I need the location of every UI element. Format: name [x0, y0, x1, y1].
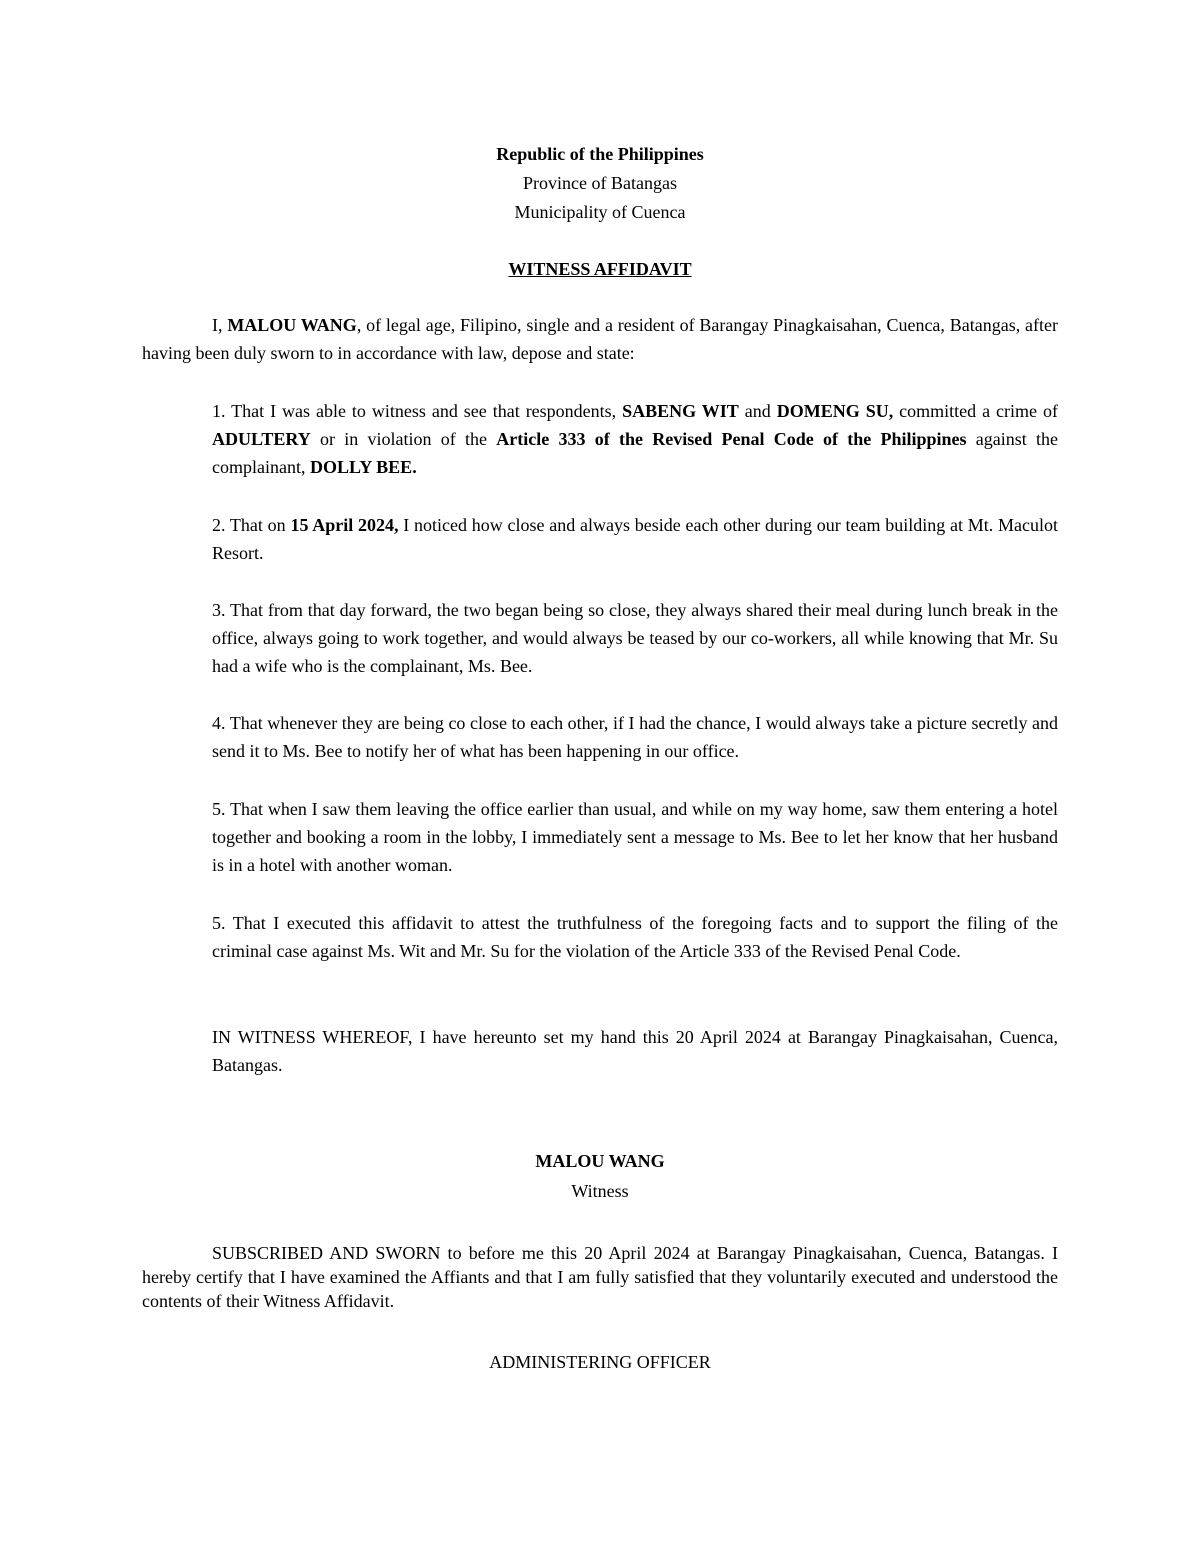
intro-paragraph: I, MALOU WANG, of legal age, Filipino, single and a resident of Barangay Pinagkaisahan, Cuenca, Batangas, after having been duly sworn to in accordance with law, depose and state: — [142, 315, 1058, 363]
statement-2: 2. That on 15 April 2024, I noticed how close and always beside each other during our team building at Mt. Maculot Resort. — [212, 515, 1058, 563]
statement-4: 4. That whenever they are being co close to each other, if I had the chance, I would always take a picture secretly and send it to Ms. Bee to notify her of what has been happening in our office. — [212, 713, 1058, 761]
statement-1: 1. That I was able to witness and see that respondents, SABENG WIT and DOMENG SU, committed a crime of ADULTERY or in violation of the Article 333 of the Revised Penal Code of the Philippines against the complainant, DOLLY BEE. — [212, 401, 1059, 477]
header-republic: Republic of the Philippines — [496, 144, 704, 164]
statement-6: 5. That I executed this affidavit to attest the truthfulness of the foregoing facts and to support the filing of the criminal case against Ms. Wit and Mr. Su for the violation of the Article 333 of the Revised Penal Code. — [212, 913, 1058, 961]
statement-3: 3. That from that day forward, the two began being so close, they always shared their meal during lunch break in the office, always going to work together, and would always be teased by our co-workers, all while knowing that Mr. Su had a wife who is the complainant, Ms. Bee. — [212, 600, 1058, 676]
subscribed-paragraph: SUBSCRIBED AND SWORN to before me this 20 April 2024 at Barangay Pinagkaisahan, Cuenca, Batangas. I hereby certify that I have examined the Affiants and that I am fully satisfied that they voluntarily executed and understood the contents of their Witness Affidavit. — [142, 1243, 1058, 1311]
signature-name: MALOU WANG — [535, 1151, 665, 1171]
administering-officer: ADMINISTERING OFFICER — [489, 1352, 711, 1372]
statement-5: 5. That when I saw them leaving the office earlier than usual, and while on my way home, saw them entering a hotel together and booking a room in the lobby, I immediately sent a message to Ms. Bee to let her know that her husband is in a hotel with another woman. — [212, 799, 1058, 875]
header-municipality: Municipality of Cuenca — [514, 202, 686, 222]
signature-role: Witness — [571, 1181, 629, 1201]
header-province: Province of Batangas — [523, 173, 677, 193]
document-title: WITNESS AFFIDAVIT — [508, 259, 692, 279]
witness-whereof-paragraph: IN WITNESS WHEREOF, I have hereunto set my hand this 20 April 2024 at Barangay Pinagkaisahan, Cuenca, Batangas. — [212, 1027, 1058, 1075]
